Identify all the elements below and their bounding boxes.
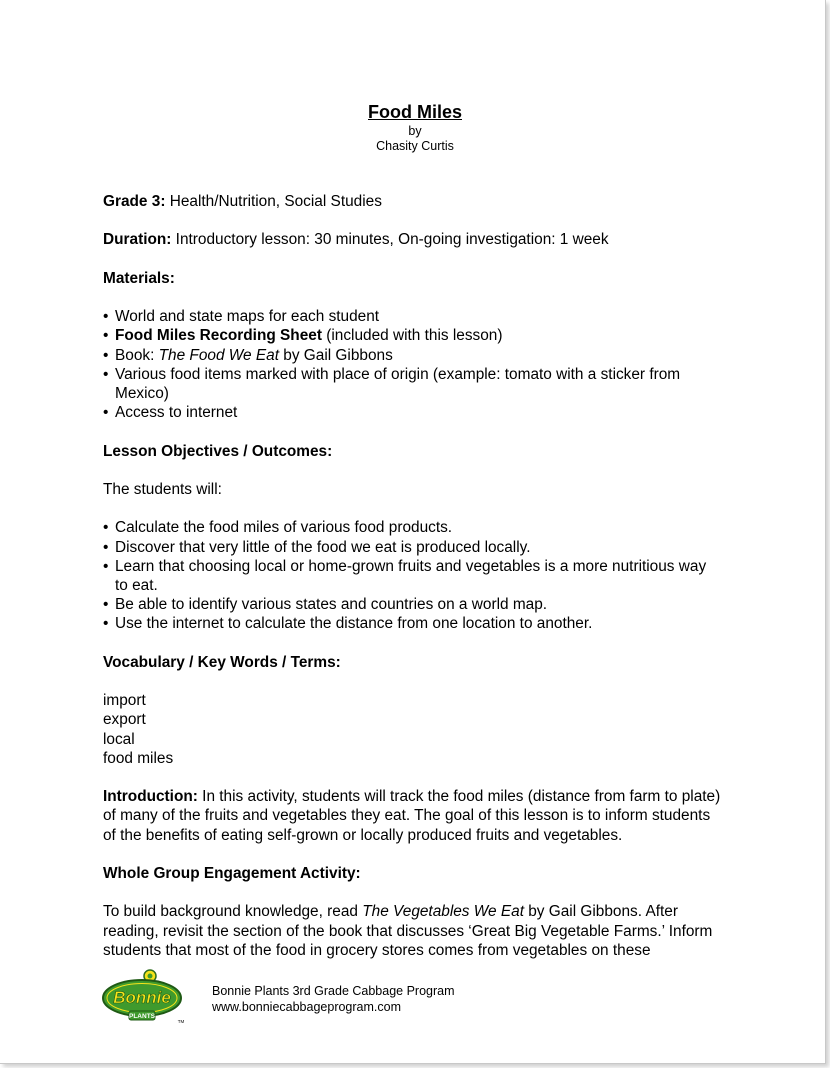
website-link[interactable]: www.bonniecabbageprogram.com: [212, 999, 401, 1014]
author-name: Chasity Curtis: [376, 139, 454, 153]
duration-label: Duration:: [103, 231, 172, 249]
introduction-text: In this activity, students will track the food miles (distance from farm to plate) of many of the fruits and vegetables they eat. The goal of this lesson is to inform students of the benefits of eating self-grown or locally produced fruits and vegetables.: [103, 788, 721, 844]
list-item: • Use the internet to calculate the distance from one location to another.: [103, 614, 723, 633]
engagement-heading-text: Whole Group Engagement Activity:: [103, 864, 361, 882]
vocabulary-word: export: [103, 711, 146, 729]
logo-wordmark: Bonnie: [113, 988, 171, 1007]
list-item: • World and state maps for each student: [103, 307, 723, 326]
document-body: [103, 192, 723, 979]
engagement-heading: [103, 864, 723, 883]
list-item-text: (included with this lesson): [321, 327, 503, 345]
list-item: • Calculate the food miles of various food products.: [103, 518, 723, 537]
materials-heading: [103, 269, 723, 288]
list-item: • Be able to identify various states and countries on a world map.: [103, 595, 723, 614]
duration-text: Introductory lesson: 30 minutes, On-going investigation: 1 week: [171, 231, 609, 249]
grade-label: Grade 3:: [103, 193, 166, 210]
program-name: Bonnie Plants 3rd Grade Cabbage Program: [212, 984, 455, 998]
book-title: The Food We Eat: [158, 346, 279, 364]
introduction-paragraph: [103, 787, 723, 845]
list-item: [103, 326, 723, 345]
page-title: Food Miles: [368, 102, 462, 122]
vocabulary-word: local: [103, 730, 135, 748]
duration-line: [103, 230, 723, 249]
byline: by: [408, 124, 422, 138]
list-item: [103, 346, 723, 365]
logo-trademark: TM: [177, 1019, 185, 1024]
footer: [102, 968, 522, 1028]
recording-sheet-label: Food Miles Recording Sheet: [115, 327, 322, 345]
objectives-intro: The students will:: [103, 480, 222, 498]
vocabulary-heading: [103, 653, 723, 672]
vocabulary-list: [103, 691, 723, 768]
logo-subtitle: PLANTS: [129, 1013, 155, 1020]
engagement-paragraph: [103, 902, 723, 960]
vocabulary-word: food miles: [103, 749, 174, 767]
materials-list: [103, 307, 723, 422]
footer-text: [212, 984, 455, 1015]
materials-heading-text: Materials:: [103, 269, 175, 287]
book-title: The Vegetables We Eat: [362, 903, 524, 921]
bonnie-plants-logo: [102, 968, 188, 1026]
list-item-text: by Gail Gibbons: [278, 346, 393, 364]
introduction-label: Introduction:: [103, 788, 198, 806]
engagement-text: by Gail Gibbons. After reading, revisit the section of the book that discusses ‘Great Big Vegetable Farms.’ Inform students that most of the food in grocery stores comes from vegetables on these: [103, 903, 713, 959]
objectives-list: [103, 518, 723, 633]
list-item: • Learn that choosing local or home-grown fruits and vegetables is a more nutritious way to eat.: [103, 557, 723, 595]
list-item: • Various food items marked with place of origin (example: tomato with a sticker from Mexico): [103, 365, 723, 403]
objectives-heading: [103, 442, 723, 461]
list-item: • Discover that very little of the food we eat is produced locally.: [103, 538, 723, 557]
objectives-heading-text: Lesson Objectives / Outcomes:: [103, 442, 333, 460]
vocabulary-heading-text: Vocabulary / Key Words / Terms:: [103, 653, 341, 671]
grade-text: Health/Nutrition, Social Studies: [165, 193, 382, 210]
list-item: • Access to internet: [103, 403, 723, 422]
list-item-text: Book:: [115, 346, 159, 364]
vocabulary-word: import: [103, 692, 146, 710]
engagement-text: To build background knowledge, read: [103, 903, 363, 921]
grade-line: [103, 192, 723, 211]
